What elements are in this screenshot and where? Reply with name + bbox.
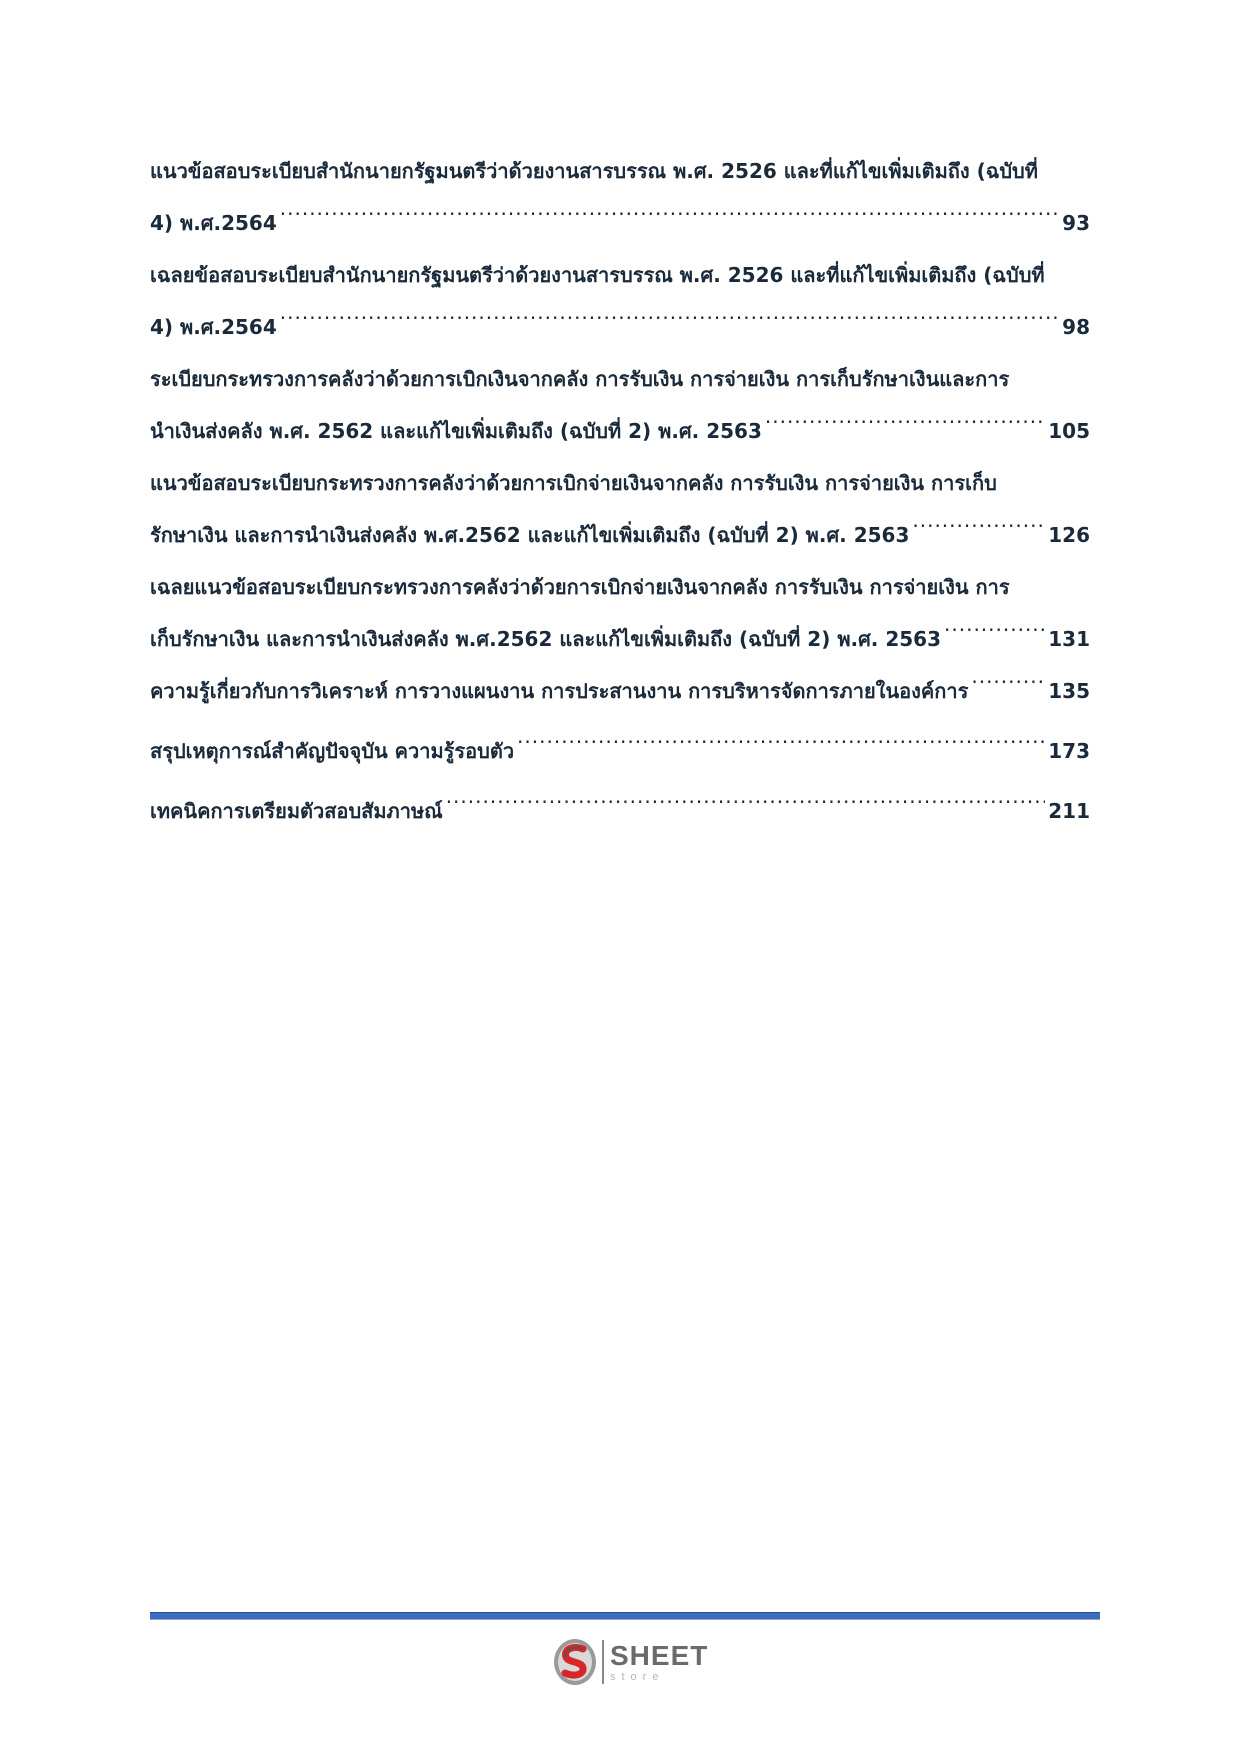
toc-entry[interactable] [150,561,1090,665]
toc-entry[interactable] [150,145,1090,249]
toc-entry-title: ความรู้เกี่ยวกับการวิเคราะห์ การวางแผนงาน การประสานงาน การบริหารจัดการภายในองค์การ [150,679,969,703]
toc-entry-title-line1: แนวข้อสอบระเบียบกระทรวงการคลังว่าด้วยการเบิกจ่ายเงินจากคลัง การรับเงิน การจ่ายเงิน การเก็บ [150,471,997,495]
toc-entry-title-line2: นำเงินส่งคลัง พ.ศ. 2562 และแก้ไขเพิ่มเติมถึง (ฉบับที่ 2) พ.ศ. 2563 [150,419,762,443]
logo-divider [602,1640,604,1684]
toc-entry-title-line1: เฉลยข้อสอบระเบียบสำนักนายกรัฐมนตรีว่าด้วยงานสารบรรณ พ.ศ. 2526 และที่แก้ไขเพิ่มเติมถึง (ฉบับที่ [150,263,1045,287]
toc-entry-title-line2: เก็บรักษาเงิน และการนำเงินส่งคลัง พ.ศ.2562 และแก้ไขเพิ่มเติมถึง (ฉบับที่ 2) พ.ศ. 2563 [150,627,942,651]
dot-leader [517,738,1045,758]
dot-leader [971,678,1045,698]
dot-leader [446,798,1046,818]
toc-page-number: 98 [1062,315,1090,339]
toc-entry[interactable] [150,353,1090,457]
toc-entry[interactable] [150,725,1090,777]
logo-subtext: store [610,1670,665,1683]
toc-page-number: 131 [1048,627,1090,651]
toc-entry-title-line1: เฉลยแนวข้อสอบระเบียบกระทรวงการคลังว่าด้วยการเบิกจ่ายเงินจากคลัง การรับเงิน การจ่ายเงิน การ [150,575,1010,599]
toc-entry[interactable] [150,249,1090,353]
toc-page-number: 173 [1048,739,1090,763]
dot-leader [280,314,1059,334]
toc-page-number: 211 [1048,799,1090,823]
toc-entry[interactable] [150,785,1090,837]
toc-entry-title-line1: ระเบียบกระทรวงการคลังว่าด้วยการเบิกเงินจากคลัง การรับเงิน การจ่ายเงิน การเก็บรักษาเงินและการ [150,367,1010,391]
logo-word: SHEET [610,1639,709,1671]
toc-entry[interactable] [150,665,1090,717]
toc-entry-title-line2: รักษาเงิน และการนำเงินส่งคลัง พ.ศ.2562 และแก้ไขเพิ่มเติมถึง (ฉบับที่ 2) พ.ศ. 2563 [150,523,910,547]
toc-entry-title-line2: 4) พ.ศ.2564 [150,315,277,339]
toc-entry-title: สรุปเหตุการณ์สำคัญปัจจุบัน ความรู้รอบตัว [150,739,515,763]
logo-text [610,1639,709,1683]
toc-entry-title-line2: 4) พ.ศ.2564 [150,211,277,235]
dot-leader [944,626,1045,646]
sheet-store-logo [552,1636,708,1688]
footer-divider [150,1612,1100,1620]
toc-entry-title-line1: แนวข้อสอบระเบียบสำนักนายกรัฐมนตรีว่าด้วยงานสารบรรณ พ.ศ. 2526 และที่แก้ไขเพิ่มเติมถึง (ฉบับที่ [150,159,1038,183]
toc-entry-title: เทคนิคการเตรียมตัวสอบสัมภาษณ์ [150,799,443,823]
toc-page-number: 93 [1062,211,1090,235]
dot-leader [912,522,1045,542]
toc-entry[interactable] [150,457,1090,561]
table-of-contents [150,145,1090,845]
sheet-store-s-logo-icon [552,1637,598,1687]
toc-page-number: 135 [1048,679,1090,703]
toc-page-number: 126 [1048,523,1090,547]
dot-leader [280,210,1059,230]
dot-leader [765,418,1045,438]
toc-page-number: 105 [1048,419,1090,443]
